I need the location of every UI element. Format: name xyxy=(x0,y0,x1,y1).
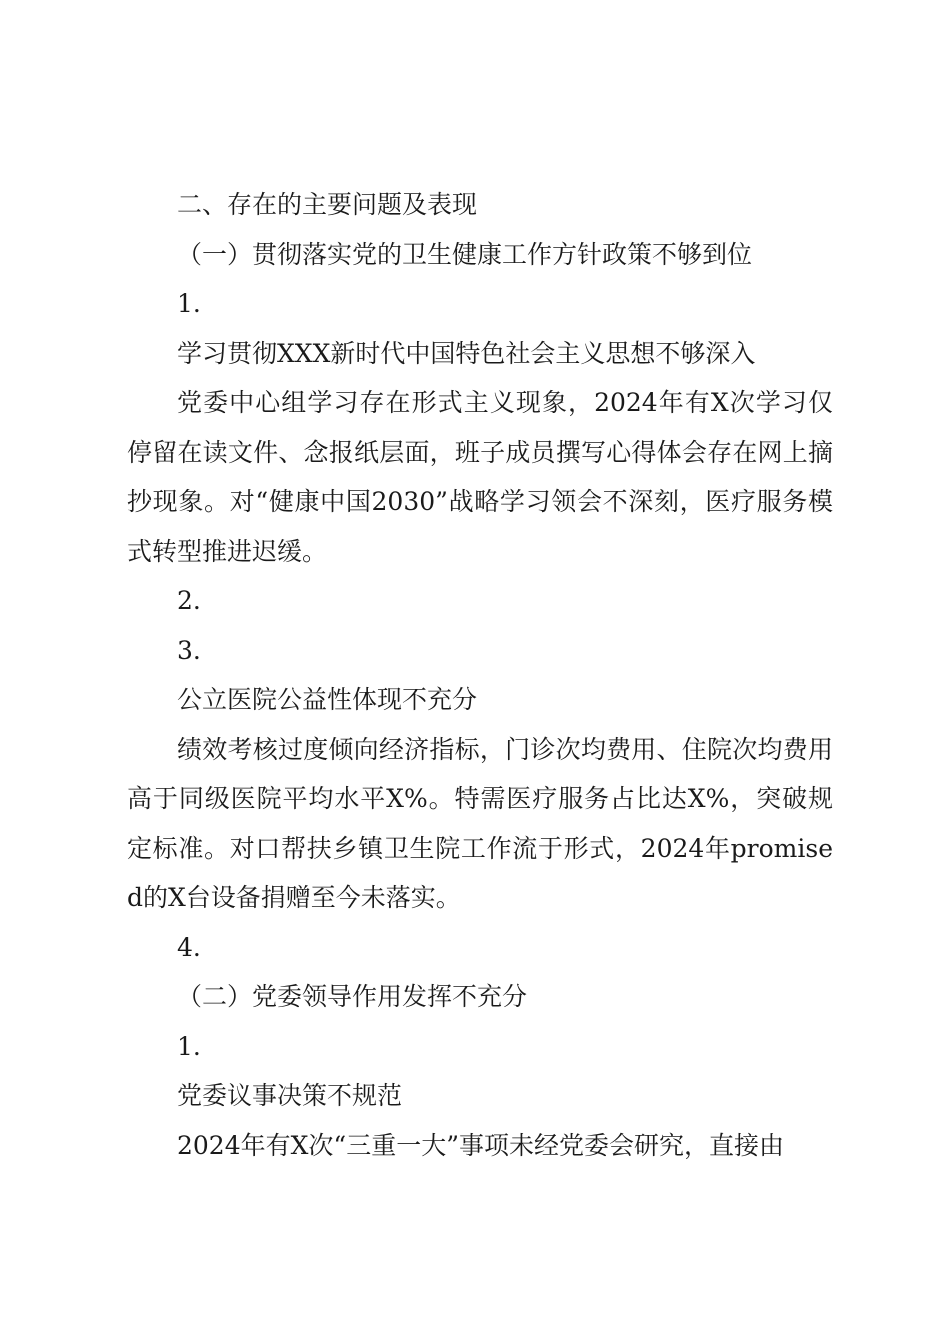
item-number: 4. xyxy=(177,932,201,962)
body-paragraph: 绩效考核过度倾向经济指标，门诊次均费用、住院次均费用高于同级医院平均水平X%。特需医疗服务占比达X%，突破规定标准。对口帮扶乡镇卫生院工作流于形式，2024年promised的X台设备捐赠至今未落实。 xyxy=(127,734,833,912)
body-paragraph: 党委中心组学习存在形式主义现象，2024年有X次学习仅停留在读文件、念报纸层面，班子成员撰写心得体会存在网上摘抄现象。对“健康中国2030”战略学习领会不深刻，医疗服务模式转型推进迟缓。 xyxy=(127,388,833,566)
item-number: 2. xyxy=(177,586,201,615)
item-number: 3. xyxy=(177,635,201,665)
section-heading: 二、存在的主要问题及表现 xyxy=(177,190,478,219)
item-heading: 党委议事决策不规范 xyxy=(177,1081,403,1110)
item-heading: 学习贯彻XXX新时代中国特色社会主义思想不够深入 xyxy=(177,338,756,368)
item-number: 1. xyxy=(177,289,201,318)
item-heading: 公立医院公益性体现不充分 xyxy=(177,685,478,714)
subsection-heading: （一）贯彻落实党的卫生健康工作方针政策不够到位 xyxy=(177,239,753,269)
body-paragraph: 2024年有X次“三重一大”事项未经党委会研究，直接由 xyxy=(177,1130,784,1160)
item-number: 1. xyxy=(177,1031,201,1061)
document-body xyxy=(127,180,833,1170)
subsection-heading: （二）党委领导作用发挥不充分 xyxy=(177,982,528,1011)
